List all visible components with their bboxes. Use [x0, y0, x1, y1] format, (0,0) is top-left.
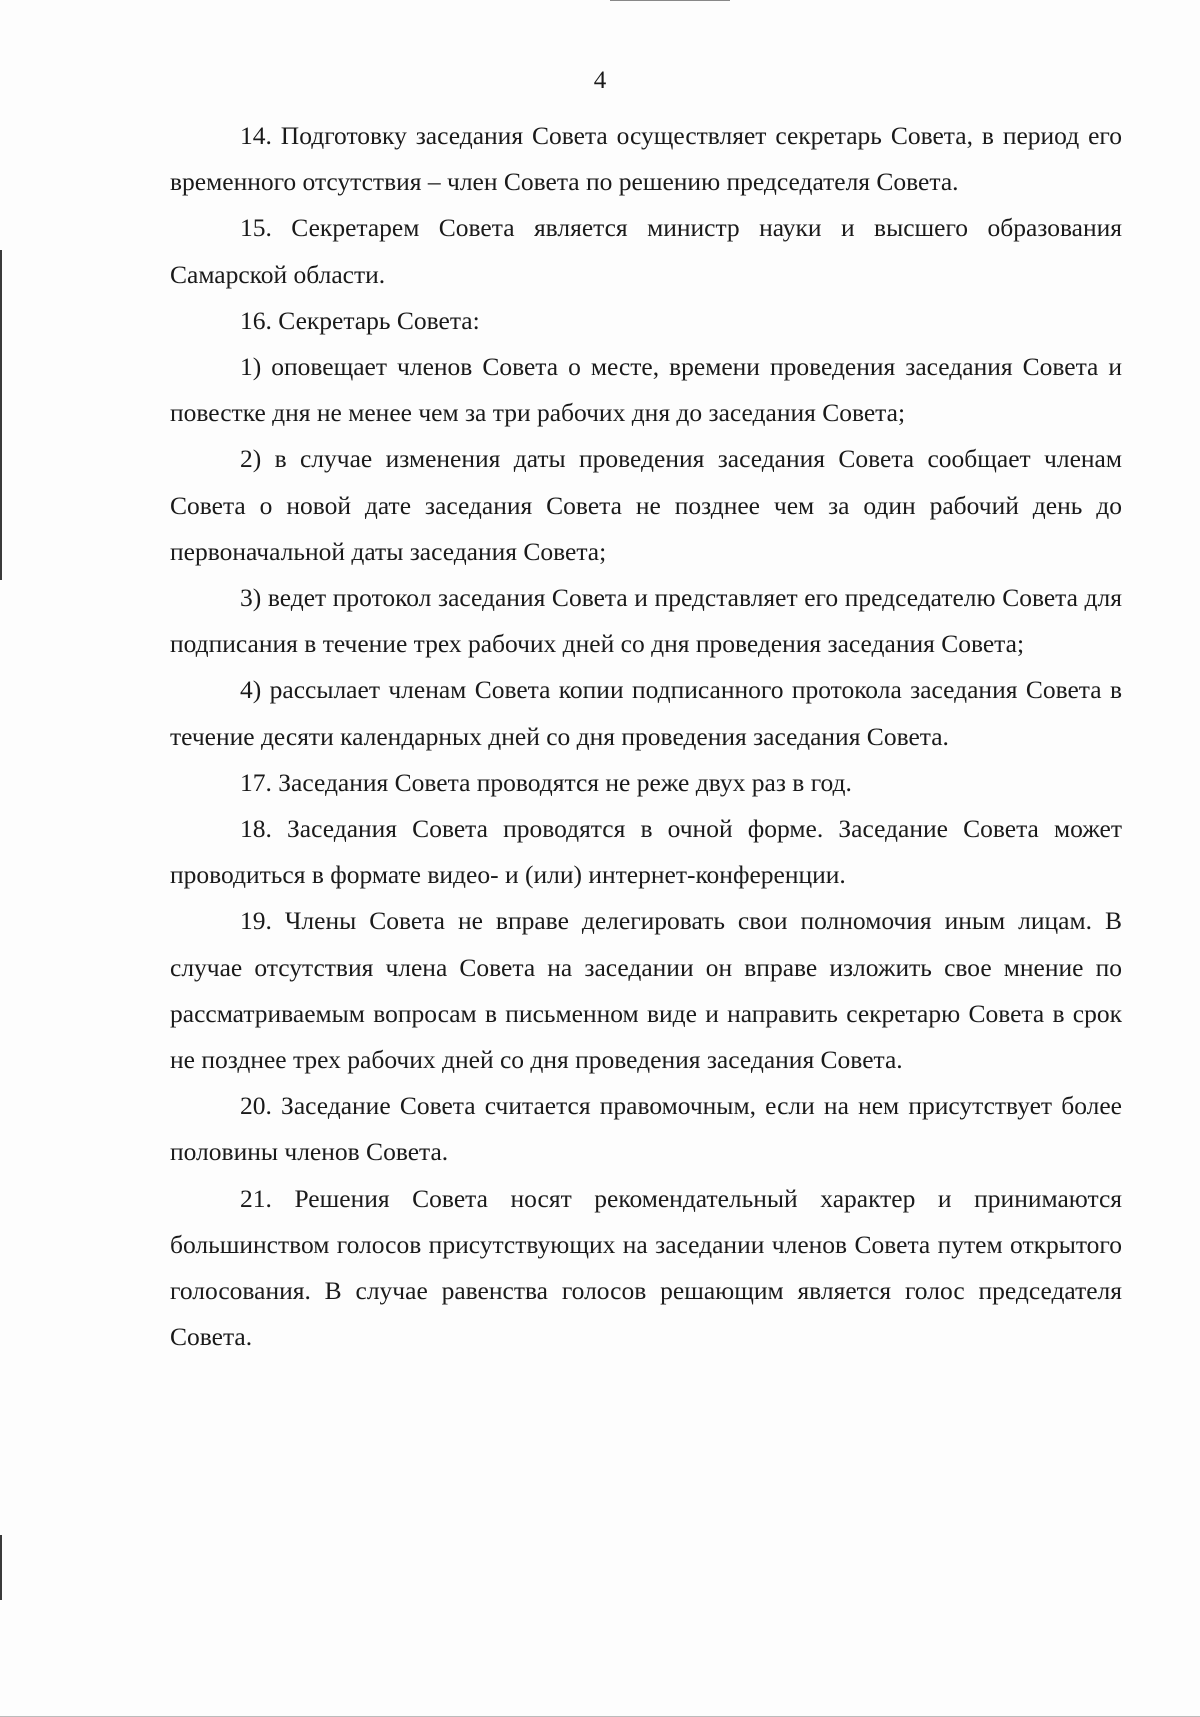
scan-edge-mark — [0, 250, 2, 580]
paragraph-16: 16. Секретарь Совета: — [240, 305, 480, 335]
scan-edge-mark — [0, 1535, 2, 1600]
paragraph-17: 17. Заседания Совета проводятся не реже двух раз в год. — [240, 767, 852, 797]
paragraph-20: 20. Заседание Совета считается правомочным, если на нем присутствует более половины членов Совета. — [170, 1091, 1122, 1167]
paragraph-16-item-2: 2) в случае изменения даты проведения заседания Совета сообщает членам Совета о новой дате заседания Совета не позднее чем за один рабочий день до первоначальной даты заседания Совета; — [170, 444, 1122, 566]
paragraph-15: 15. Секретарем Совета является министр науки и высшего образования Самарской области. — [170, 213, 1122, 289]
scan-edge-mark — [610, 0, 730, 1]
paragraph-16-item-3: 3) ведет протокол заседания Совета и представляет его председателю Совета для подписания в течение трех рабочих дней со дня проведения заседания Совета; — [170, 583, 1122, 659]
paragraph-19: 19. Члены Совета не вправе делегировать свои полномочия иным лицам. В случае отсутствия члена Совета на заседании он вправе изложить свое мнение по рассматриваемым вопросам в письменном виде и направить секретарю Совета в срок не позднее трех рабочих дней со дня проведения заседания Совета. — [170, 906, 1122, 1075]
paragraph-16-item-4: 4) рассылает членам Совета копии подписанного протокола заседания Совета в течение десяти календарных дней со дня проведения заседания Совета. — [170, 675, 1122, 751]
paragraph-18: 18. Заседания Совета проводятся в очной форме. Заседание Совета может проводиться в формате видео- и (или) интернет-конференции. — [170, 814, 1122, 890]
document-body — [170, 113, 1122, 1360]
page-number: 4 — [593, 67, 607, 94]
paragraph-14: 14. Подготовку заседания Совета осуществляет секретарь Совета, в период его временного отсутствия – член Совета по решению председателя Совета. — [170, 121, 1122, 197]
paragraph-16-item-1: 1) оповещает членов Совета о месте, времени проведения заседания Совета и повестке дня не менее чем за три рабочих дня до заседания Совета; — [170, 352, 1122, 428]
paragraph-21: 21. Решения Совета носят рекомендательный характер и принимаются большинством голосов присутствующих на заседании членов Совета путем открытого голосования. В случае равенства голосов решающим является голос председателя Совета. — [170, 1183, 1122, 1352]
